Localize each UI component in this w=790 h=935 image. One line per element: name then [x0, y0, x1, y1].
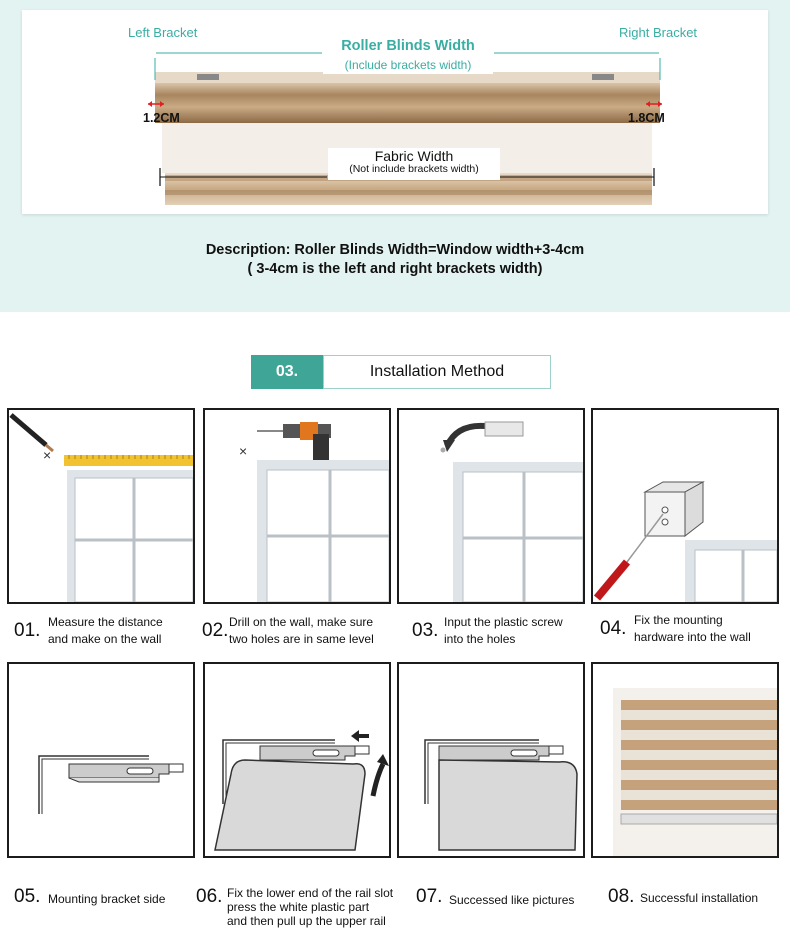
- step-5-caption-line-1: Mounting bracket side: [48, 892, 166, 906]
- step-2-image: [203, 408, 391, 604]
- fabric-width-title: Fabric Width: [374, 148, 454, 164]
- step-7-caption: [449, 892, 574, 909]
- right-bracket-label: Right Bracket: [619, 25, 698, 40]
- step-4-caption-line-1: Fix the mounting: [634, 613, 723, 627]
- step-3-caption: [444, 614, 563, 648]
- fabric-width-subtitle: (Not include brackets width): [349, 163, 479, 175]
- measurement-section: [0, 0, 790, 312]
- step-1-caption-line-1: Measure the distance: [48, 615, 163, 629]
- step-1-number: 01.: [14, 620, 41, 641]
- step-7-caption-line-1: Successed like pictures: [449, 893, 575, 907]
- roller-width-title: Roller Blinds Width: [341, 38, 475, 54]
- svg-text:×: ×: [43, 447, 52, 463]
- left-bracket-cm: 1.2CM: [143, 111, 180, 125]
- step-6-caption-line-2: press the white plastic part: [227, 900, 370, 914]
- step-1-caption: [48, 614, 163, 648]
- step-3-number: 03.: [412, 620, 439, 641]
- svg-text:×: ×: [239, 443, 248, 459]
- step-8-image: [591, 662, 779, 858]
- step-2-caption-line-2: two holes are in same level: [229, 632, 374, 646]
- section-title: Installation Method: [323, 355, 551, 389]
- step-8-caption-line-1: Successful installation: [640, 891, 759, 905]
- step-6-caption-line-3: and then pull up the upper rail: [227, 914, 386, 928]
- measurement-card: [22, 10, 768, 214]
- step-6-image: [203, 662, 391, 858]
- step-8-caption: [640, 890, 758, 907]
- step-6-number: 06.: [196, 886, 223, 907]
- step-6-caption-line-1: Fix the lower end of the rail slot: [227, 886, 394, 900]
- step-4-image: [591, 408, 779, 604]
- roller-width-subtitle: (Include brackets width): [344, 58, 472, 72]
- description-line-1: Description: Roller Blinds Width=Window width+3-4cm: [205, 242, 585, 258]
- step-4-caption: [634, 612, 751, 646]
- step-4-number: 04.: [600, 618, 627, 639]
- step-5-caption: [48, 891, 165, 908]
- step-8-number: 08.: [608, 886, 635, 907]
- step-5-image: [7, 662, 195, 858]
- step-2-number: 02.: [202, 620, 229, 641]
- description-line-2: ( 3-4cm is the left and right brackets width): [247, 261, 543, 277]
- step-3-caption-line-2: into the holes: [444, 632, 516, 646]
- step-4-caption-line-2: hardware into the wall: [634, 630, 751, 644]
- left-bracket-label: Left Bracket: [128, 25, 198, 40]
- step-1-image: [7, 408, 195, 604]
- step-2-caption-line-1: Drill on the wall, make sure: [229, 615, 374, 629]
- step-5-number: 05.: [14, 886, 41, 907]
- step-7-number: 07.: [416, 886, 443, 907]
- right-bracket-cm: 1.8CM: [628, 111, 665, 125]
- step-2-caption: [229, 614, 374, 648]
- step-3-caption-line-1: Input the plastic screw: [444, 615, 563, 629]
- step-1-caption-line-2: and make on the wall: [48, 632, 162, 646]
- step-3-image: [397, 408, 585, 604]
- section-number: 03.: [251, 355, 323, 389]
- step-6-caption: [227, 886, 393, 928]
- step-7-image: [397, 662, 585, 858]
